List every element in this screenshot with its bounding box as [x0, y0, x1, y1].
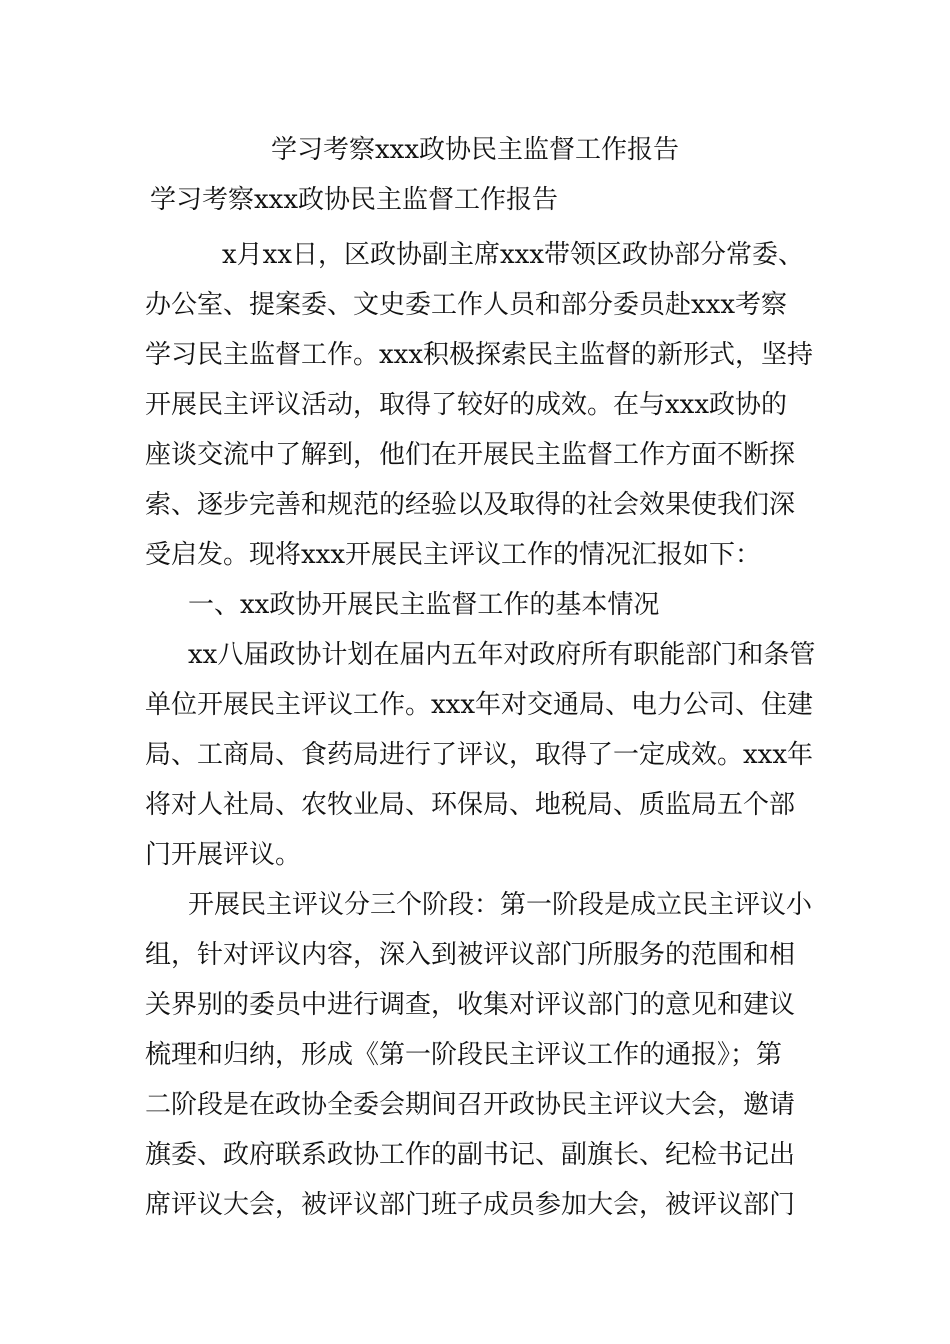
paragraph-line: 关界别的委员中进行调查，收集对评议部门的意见和建议 — [145, 990, 796, 1020]
paragraph-line: 局、工商局、食药局进行了评议，取得了一定成效。xxx年 — [145, 740, 813, 770]
paragraph-line: 开展民主评议分三个阶段：第一阶段是成立民主评议小 — [188, 890, 813, 920]
paragraph-line: 受启发。现将xxx开展民主评议工作的情况汇报如下： — [145, 540, 761, 570]
document-title: 学习考察xxx政协民主监督工作报告 — [271, 135, 679, 165]
paragraph-line: xx八届政协计划在届内五年对政府所有职能部门和条管 — [188, 640, 816, 670]
section-heading: 一、xx政协开展民主监督工作的基本情况 — [188, 590, 660, 620]
paragraph-line: 将对人社局、农牧业局、环保局、地税局、质监局五个部 — [145, 790, 796, 820]
paragraph-line: 办公室、提案委、文史委工作人员和部分委员赴xxx考察 — [145, 290, 787, 320]
paragraph-line: 二阶段是在政协全委会期间召开政协民主评议大会，邀请 — [145, 1090, 796, 1120]
paragraph-line: 梳理和归纳，形成《第一阶段民主评议工作的通报》；第 — [145, 1040, 783, 1070]
paragraph-line: 旗委、政府联系政协工作的副书记、副旗长、纪检书记出 — [145, 1140, 796, 1170]
paragraph-line: 席评议大会，被评议部门班子成员参加大会，被评议部门 — [145, 1190, 796, 1220]
paragraph-line: 组，针对评议内容，深入到被评议部门所服务的范围和相 — [145, 940, 796, 970]
paragraph-line: 开展民主评议活动，取得了较好的成效。在与xxx政协的 — [145, 390, 787, 420]
document-subtitle: 学习考察xxx政协民主监督工作报告 — [150, 185, 558, 215]
paragraph-line: 学习民主监督工作。xxx积极探索民主监督的新形式，坚持 — [145, 340, 813, 370]
paragraph-line: 座谈交流中了解到，他们在开展民主监督工作方面不断探 — [145, 440, 796, 470]
paragraph-line: 门开展评议。 — [145, 840, 302, 870]
paragraph-line: 索、逐步完善和规范的经验以及取得的社会效果使我们深 — [145, 490, 796, 520]
paragraph-line: 单位开展民主评议工作。xxx年对交通局、电力公司、住建 — [145, 690, 813, 720]
paragraph-line: x月xx日，区政协副主席xxx带领区政协部分常委、 — [222, 240, 804, 270]
